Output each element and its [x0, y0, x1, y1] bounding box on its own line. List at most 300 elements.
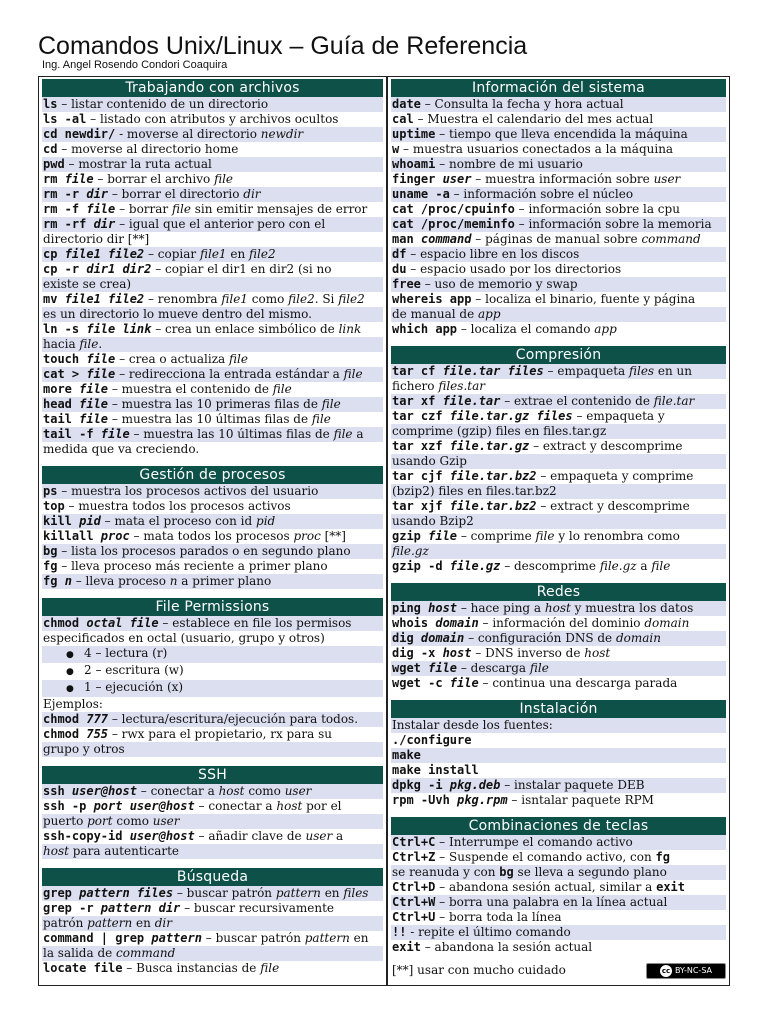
description-text: la salida de [43, 946, 117, 960]
description-text: – renombra [144, 292, 222, 306]
command-text: Ctrl+U [392, 910, 436, 924]
command-line [42, 829, 383, 844]
command-text: Ctrl+D [392, 880, 436, 894]
description-text: file.tar [653, 394, 695, 408]
argument-text: file [428, 661, 458, 675]
description-text: – información sobre la memoria [514, 217, 712, 231]
description-text: (bzip2) files en files.tar.bz2 [392, 484, 557, 498]
argument-text: file.tar.gz [449, 439, 530, 453]
argument-text: user@host [129, 829, 195, 843]
description-text: – muestra las 10 primeras filas de [108, 397, 322, 411]
command-line [42, 529, 383, 544]
command-line [391, 631, 726, 646]
argument-text: pattern files [79, 886, 174, 900]
bullet-icon: ● [66, 684, 74, 694]
command-line [42, 727, 383, 742]
description-text: – Muestra el calendario del mes actual [413, 112, 654, 126]
description-text: file1 [221, 292, 248, 306]
description-text: files.tar [438, 379, 485, 393]
command-line [42, 397, 383, 412]
cc-icon: cc [661, 966, 671, 975]
command-line [391, 646, 726, 661]
argument-text: file [79, 382, 109, 396]
command-line [391, 322, 726, 337]
argument-text: file [86, 202, 116, 216]
argument-text: file.tar.bz2 [449, 499, 537, 513]
section-compresion [388, 344, 729, 574]
description-text: a primer plano [177, 574, 272, 588]
command-text: gzip -d [392, 559, 450, 573]
command-text: top [43, 499, 65, 513]
description-text: pattern [304, 931, 350, 945]
description-text: – crea un enlace simbólico de [151, 322, 339, 336]
description-text: – localiza el binario, fuente y página [471, 292, 696, 306]
description-text: file [260, 961, 280, 975]
command-text: tail [43, 412, 80, 426]
command-line [42, 784, 383, 799]
command-line [42, 277, 383, 292]
command-text: bg [499, 865, 514, 879]
command-text: rm -rf [43, 217, 94, 231]
command-line [391, 499, 726, 514]
description-text: a [352, 427, 364, 441]
command-line [42, 559, 383, 574]
command-text: rm -f [43, 202, 87, 216]
description-text: como [247, 292, 289, 306]
description-text: n [169, 574, 178, 588]
description-text: file [272, 382, 292, 396]
description-text: – instalar paquete DEB [500, 778, 645, 792]
command-text: uptime [392, 127, 436, 141]
argument-text: file [79, 412, 109, 426]
page-title: Comandos Unix/Linux – Guía de Referencia [38, 32, 528, 60]
command-text: ps [43, 484, 58, 498]
argument-text: pkg.rpm [457, 793, 508, 807]
command-text: dig -x [392, 646, 443, 660]
command-line [391, 439, 726, 454]
description-text: file [311, 412, 331, 426]
description-text: patrón [43, 916, 88, 930]
footer-note: [**] usar con mucho cuidado [392, 963, 566, 977]
command-line [42, 484, 383, 499]
argument-text: host [442, 646, 472, 660]
description-text: – tiempo que lleva encendida la máquina [435, 127, 688, 141]
command-line [42, 499, 383, 514]
description-text: file2 [288, 292, 315, 306]
description-text: por el [302, 799, 342, 813]
description-text: – moverse al directorio home [57, 142, 239, 156]
description-text: especificados en octal (usuario, grupo y otros) [43, 631, 325, 645]
command-text: bg [43, 544, 58, 558]
description-text: – comprime [457, 529, 536, 543]
description-text: – buscar patrón [173, 886, 276, 900]
command-line [391, 292, 726, 307]
command-line [42, 742, 383, 757]
command-line [42, 412, 383, 427]
command-line [42, 916, 383, 931]
description-text: – uso de memorio y swap [420, 277, 578, 291]
command-text: tar czf [392, 409, 450, 423]
description-text: file.gz [392, 544, 429, 558]
license-text: BY-NC-SA [674, 966, 713, 975]
command-line [391, 202, 726, 217]
command-text: date [392, 97, 421, 111]
argument-text: command [420, 232, 472, 246]
command-line [42, 337, 383, 352]
description-text: – lleva proceso [71, 574, 170, 588]
description-text: – información sobre el núcleo [449, 187, 634, 201]
description-text: 1 – ejecución (x) [84, 680, 184, 694]
description-text: en un [654, 364, 693, 378]
command-text: touch [43, 352, 87, 366]
argument-text: file [86, 367, 116, 381]
command-line [391, 748, 726, 763]
command-line [42, 574, 383, 589]
description-text: – descarga [457, 661, 530, 675]
section-header: Compresión [391, 346, 726, 364]
section-busqueda [39, 866, 386, 976]
description-text: - repite el último comando [406, 925, 571, 939]
command-text: cd newdir/ [43, 127, 116, 141]
command-text: tar xf [392, 394, 443, 408]
section-header: Información del sistema [391, 79, 726, 97]
command-line [391, 865, 726, 880]
description-text: command [116, 946, 176, 960]
command-line [391, 850, 726, 865]
description-text: puerto [43, 814, 88, 828]
command-text: cp [43, 247, 65, 261]
command-text: chmod [43, 616, 87, 630]
command-text: wget [392, 661, 429, 675]
description-text: newdir [260, 127, 304, 141]
description-text: user [152, 814, 180, 828]
description-text: link [338, 322, 362, 336]
argument-text: domain [420, 631, 465, 645]
command-line [391, 514, 726, 529]
argument-text: octal file [86, 616, 159, 630]
command-text: head [43, 397, 80, 411]
description-text: usando Bzip2 [392, 514, 474, 528]
command-line [42, 442, 383, 457]
command-line [391, 409, 726, 424]
argument-text: 777 [86, 712, 109, 726]
section-header: Trabajando con archivos [42, 79, 383, 97]
command-line [391, 424, 726, 439]
command-line [391, 469, 726, 484]
command-line [42, 352, 383, 367]
command-text: whoami [392, 157, 436, 171]
command-line [42, 697, 383, 712]
description-text: – muestra información sobre [471, 172, 654, 186]
description-text: – conectar a [136, 784, 219, 798]
command-line [391, 187, 726, 202]
description-text: – información del dominio [478, 616, 645, 630]
description-text: file.gz [599, 559, 637, 573]
command-line [42, 946, 383, 961]
command-line [391, 172, 726, 187]
command-line [391, 661, 726, 676]
description-text: – abandona la sesión actual [420, 940, 593, 954]
description-text: es un directorio lo mueve dentro del mismo. [43, 307, 312, 321]
description-text: – lista los procesos parados o en segundo plano [57, 544, 351, 558]
command-line [391, 484, 726, 499]
argument-text: file.tar.gz files [449, 409, 573, 423]
argument-text: port user@host [93, 799, 195, 813]
description-text: – continua una descarga parada [478, 676, 678, 690]
command-line [391, 880, 726, 895]
command-line [391, 895, 726, 910]
command-text: tar cjf [392, 469, 450, 483]
description-text: file2 [338, 292, 365, 306]
command-line [42, 844, 383, 859]
section-divider [39, 757, 386, 764]
section-header: Combinaciones de teclas [391, 817, 726, 835]
description-text: – buscar patrón [201, 931, 305, 945]
description-text: – mostrar la ruta actual [64, 157, 212, 171]
description-text: user [653, 172, 681, 186]
description-text: files [343, 886, 369, 900]
command-text: Ctrl+C [392, 835, 436, 849]
argument-text: proc [100, 529, 130, 543]
description-text: user [284, 784, 312, 798]
command-text: make [392, 748, 421, 762]
command-line [42, 799, 383, 814]
license-badge [646, 963, 726, 979]
argument-text: file [449, 676, 479, 690]
description-text: sin emitir mensajes de error [190, 202, 368, 216]
description-text: grupo y otros [43, 742, 125, 756]
description-text: en [132, 916, 155, 930]
description-text: app [594, 322, 617, 336]
description-text: – Interrumpe el comando activo [435, 835, 633, 849]
command-text: kill [43, 514, 80, 528]
command-text: cal [392, 112, 414, 126]
command-line [42, 646, 383, 663]
command-text: gzip [392, 529, 429, 543]
description-text: file1 [199, 247, 227, 261]
command-line [42, 712, 383, 727]
command-text: wget -c [392, 676, 450, 690]
description-text: file2 [249, 247, 276, 261]
command-line [391, 616, 726, 631]
description-text: – Suspende el comando activo, con [435, 850, 656, 864]
description-text: como [244, 784, 285, 798]
description-text: – muestra las 10 últimas filas de [108, 412, 312, 426]
command-text: rpm -Uvh [392, 793, 458, 807]
argument-text: dir [93, 217, 116, 231]
argument-text: file [79, 397, 109, 411]
command-line [42, 157, 383, 172]
description-text: Instalar desde los fuentes: [392, 718, 553, 732]
description-text: en [320, 886, 344, 900]
command-line [42, 367, 383, 382]
command-line [391, 910, 726, 925]
command-text: ls -al [43, 112, 87, 126]
argument-text: file [428, 529, 458, 543]
description-text: host [544, 601, 571, 615]
section-file-permissions [39, 596, 386, 757]
argument-text: file.tar.bz2 [449, 469, 537, 483]
command-line [42, 427, 383, 442]
description-text: existe se crea) [43, 277, 132, 291]
description-text: – crea o actualiza [115, 352, 230, 366]
description-text: – redirecciona la entrada estándar a [115, 367, 344, 381]
description-text: – empaqueta [543, 364, 629, 378]
description-text: – muestra todos los procesos activos [64, 499, 291, 513]
description-text: – añadir clave de [194, 829, 306, 843]
argument-text: file.tar [442, 394, 501, 408]
description-text: proc [293, 529, 321, 543]
description-text: 2 – escritura (w) [84, 663, 184, 677]
argument-text: n [64, 574, 72, 588]
description-text: – igual que el anterior pero con el [115, 217, 326, 231]
command-text: make install [392, 763, 479, 777]
description-text: file [651, 559, 671, 573]
description-text: a [636, 559, 652, 573]
description-text: – DNS inverso de [471, 646, 585, 660]
description-text: – Consulta la fecha y hora actual [420, 97, 624, 111]
command-text: fg [43, 574, 65, 588]
description-text: file [529, 661, 549, 675]
command-line [391, 778, 726, 793]
section-header: Búsqueda [42, 868, 383, 886]
description-text: – borra toda la línea [435, 910, 562, 924]
description-text: para autenticarte [68, 844, 180, 858]
description-text: y muestra los datos [570, 601, 694, 615]
command-text: exit [392, 940, 421, 954]
command-text: grep -r [43, 901, 101, 915]
description-text: domain [615, 631, 661, 645]
command-text: tar xzf [392, 439, 450, 453]
command-line [391, 718, 726, 733]
command-text: which app [392, 322, 458, 336]
command-line [42, 663, 383, 680]
command-line [391, 379, 726, 394]
argument-text: pkg.deb [449, 778, 501, 792]
description-text: – páginas de manual sobre [471, 232, 642, 246]
description-text: port [87, 814, 113, 828]
command-text: tail -f [43, 427, 101, 441]
description-text: – abandona sesión actual, similar a [435, 880, 657, 894]
description-text: – descomprime [500, 559, 600, 573]
description-text: – mata todos los procesos [129, 529, 294, 543]
argument-text: user [442, 172, 472, 186]
command-line [42, 97, 383, 112]
command-line [391, 793, 726, 808]
description-text: se lleva a segundo plano [513, 865, 667, 879]
argument-text: file [86, 352, 116, 366]
command-line [42, 814, 383, 829]
argument-text: domain [435, 616, 479, 630]
command-text: cat > [43, 367, 87, 381]
description-text: a [332, 829, 344, 843]
description-text: command [641, 232, 701, 246]
description-text: de manual de [392, 307, 478, 321]
command-text: cat /proc/meminfo [392, 217, 515, 231]
description-text: Ejemplos: [43, 697, 103, 711]
description-text: – buscar recursivamente [180, 901, 334, 915]
command-line [391, 544, 726, 559]
command-text: ls [43, 97, 58, 111]
command-text: ./configure [392, 733, 472, 747]
command-line [42, 247, 383, 262]
command-text: command | grep [43, 931, 152, 945]
command-text: cd [43, 142, 58, 156]
command-line [42, 961, 383, 976]
section-divider [39, 589, 386, 596]
command-text: w [392, 142, 400, 156]
description-text: file [229, 352, 248, 366]
command-line [391, 676, 726, 691]
command-text: du [392, 262, 407, 276]
description-text: y lo renombra como [554, 529, 680, 543]
command-line [42, 631, 383, 646]
description-text: file [171, 202, 191, 216]
command-line [42, 142, 383, 157]
command-line [42, 127, 383, 142]
section-divider [39, 457, 386, 464]
description-text: – extrae el contenido de [500, 394, 654, 408]
command-text: fg [43, 559, 58, 573]
command-line [391, 262, 726, 277]
command-line [42, 232, 383, 247]
description-text: file [535, 529, 555, 543]
description-text: – copiar el dir1 en dir2 (si no [151, 262, 332, 276]
description-text: pattern [87, 916, 133, 930]
bullet-icon: ● [66, 650, 74, 660]
description-text: . [98, 337, 103, 351]
description-text: fichero [392, 379, 439, 393]
section-trabajando-con-archivos [39, 77, 386, 457]
section-redes [388, 581, 729, 691]
argument-text: file [64, 172, 94, 186]
description-text: pid [256, 514, 276, 528]
command-line [391, 232, 726, 247]
footer [388, 961, 729, 978]
command-text: uname -a [392, 187, 450, 201]
author-name: Ing. Angel Rosendo Condori Coaquira [42, 59, 228, 71]
command-text: whereis app [392, 292, 472, 306]
description-text: host [584, 646, 611, 660]
command-line [391, 394, 726, 409]
description-text: en [349, 931, 369, 945]
description-text: file [214, 172, 234, 186]
description-text: – borrar el archivo [93, 172, 215, 186]
command-line [391, 157, 726, 172]
command-line [42, 112, 383, 127]
command-line [42, 202, 383, 217]
command-text: chmod [43, 727, 87, 741]
description-text: – empaqueta y comprime [536, 469, 694, 483]
command-line [391, 763, 726, 778]
command-text: more [43, 382, 80, 396]
description-text: file [321, 397, 341, 411]
description-text: directorio dir [**] [43, 232, 150, 246]
argument-text: file1 file2 [64, 292, 145, 306]
command-line [42, 262, 383, 277]
command-line [391, 247, 726, 262]
description-text: – muestra usuarios conectados a la máquina [399, 142, 674, 156]
description-text: - moverse al directorio [115, 127, 261, 141]
section-divider [39, 859, 386, 866]
section-ssh [39, 764, 386, 859]
description-text: – muestra los procesos activos del usuario [57, 484, 319, 498]
description-text: – conectar a [194, 799, 277, 813]
description-text: dir [243, 187, 261, 201]
description-text: – empaqueta y [572, 409, 665, 423]
section-header: SSH [42, 766, 383, 784]
command-line [42, 680, 383, 697]
